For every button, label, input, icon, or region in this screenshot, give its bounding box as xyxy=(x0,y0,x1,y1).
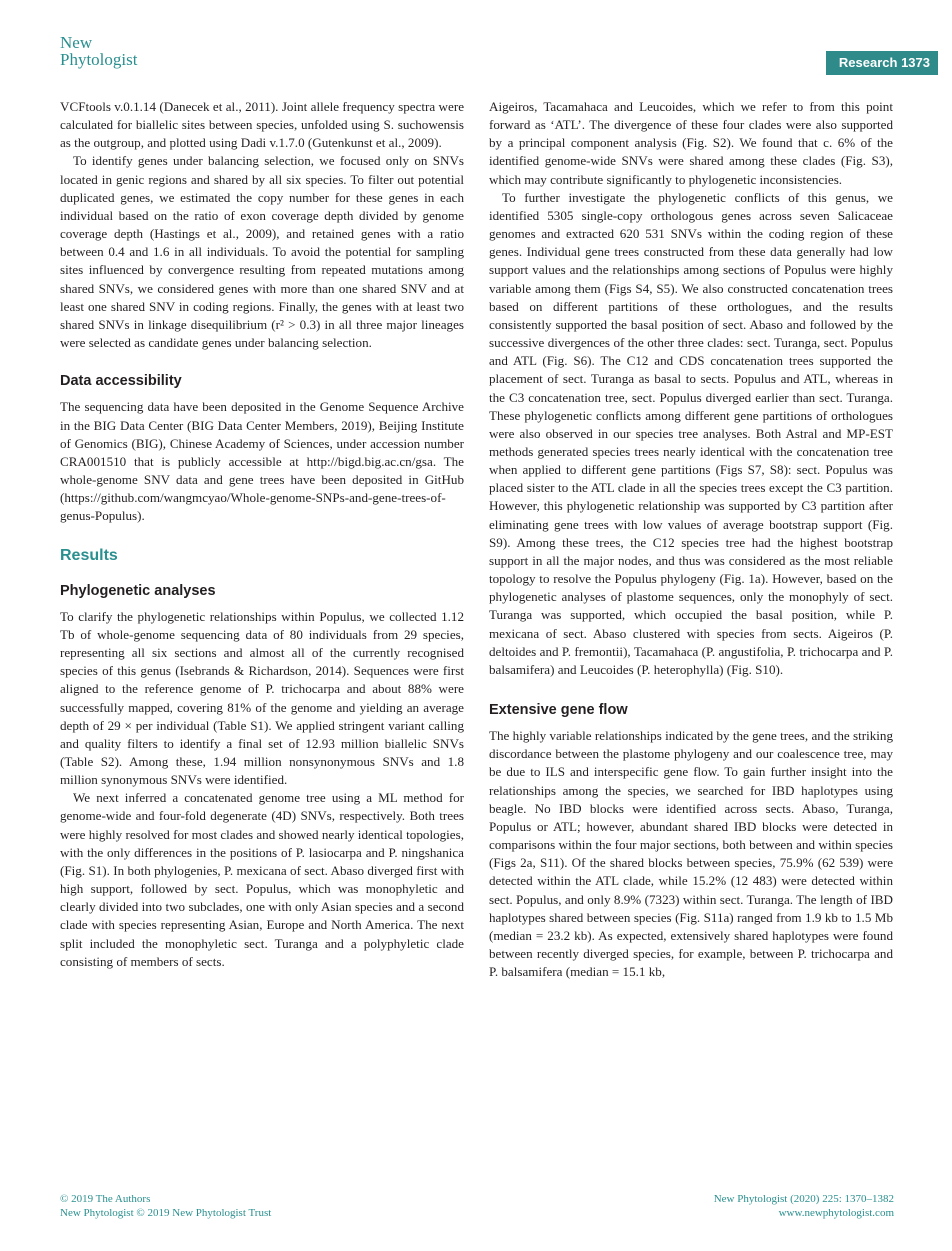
journal-logo-line1: New xyxy=(60,33,93,52)
heading-data-accessibility: Data accessibility xyxy=(60,373,182,390)
footer-website-link[interactable]: www.newphytologist.com xyxy=(778,1207,894,1219)
results-paragraph-1: To clarify the phylogenetic relationships within Populus, we collected 1.12 Tb of whole-genome sequencing data of 80 individuals from 29 species, representing all six sections and almost all of the currently recognised species of this genus (Isebrands & Richardson, 2014). Sequences were first aligned to the reference genome of P. trichocarpa and about 88% were successfully mapped, covering 81% of the genome and yielding an average depth of 29 × per individual (Table S1). We applied stringent variant calling and quality filters to identify a final set of 12.93 million biallelic SNVs (Table S2). Among these, 1.94 million nonsynonymous SNVs and 1.8 million synonymous SNVs were identified. xyxy=(60,608,464,788)
heading-extensive-gene-flow: Extensive gene flow xyxy=(489,702,628,718)
footer-copyright xyxy=(60,1192,271,1220)
data-accessibility-paragraph: The sequencing data have been deposited in the Genome Sequence Archive in the BIG Data Center (BIG Data Center Members, 2019), Beijing Institute of Genomics (BIG), Chinese Academy of Sciences, under accession number CRA001510 that is publicly accessible at http://bigd.big.ac.cn/gsa. The whole-genome SNV data and gene trees have been deposited in GitHub (https://github.com/wangmcyao/Whole-genome-SNPs-and-gene-trees-of-genus-Populus). xyxy=(60,399,464,524)
heading-results: Results xyxy=(60,547,118,565)
footer-citation-text: New Phytologist (2020) 225: 1370–1382 xyxy=(713,1193,894,1205)
heading-phylogenetic-analyses: Phylogenetic analyses xyxy=(60,582,216,599)
footer-citation xyxy=(714,1192,894,1220)
results-paragraph-4: To further investigate the phylogenetic conflicts of this genus, we identified 5305 single-copy orthologous genes across seven Salicaceae genomes and extracted 620 531 SNVs within the coding region of these genes. Individual gene trees constructed from these data generally had low support values and the relationships among sections of Populus were highly variable among them (Figs S4, S5). We also constructed concatenation trees based on different partitions of these orthologues, and the results consistently supported the basal position of sect. Abaso and followed by the successive divergences of the other three clades: sect. Turanga, sect. Populus and ATL (Fig. S6). The C12 and CDS concatenation trees supported the placement of sect. Turanga as basal to sects. Populus and ATL, whereas in the C3 concatenation tree, sect. Populus diverged earlier than sect. Turanga. These phylogenetic conflicts among different gene partitions of orthologues were also observed in our species tree analyses. Both Astral and MP-EST methods generated species trees nearly identical with the concatenation tree when applied to different gene partitions (Figs S7, S8): sect. Populus was placed sister to the ATL clade in all the species trees except the C3 partition. However, this phylogenetic relationship was supported by C3 partition after eliminating gene trees with low values of average bootstrap support (Fig. S9). Among these trees, the C12 species tree had the highest bootstrap support in all the major nodes, and thus was considered as the most reliable topology to resolve the Populus phylogeny (Fig. 1a). However, based on the phylogenetic analyses of plastome sequences, only the monophyly of sect. Turanga was supported, which occupied the basal position, while P. mexicana of sect. Abaso clustered with species from sects. Aigeiros (P. deltoides and P. fremontii), Tacamahaca (P. angustifolia, P. trichocarpa and P. balsamifera) and Leucoides (P. heterophylla) (Fig. S10). xyxy=(489,189,893,677)
methods-paragraph-1: VCFtools v.0.1.14 (Danecek et al., 2011). Joint allele frequency spectra were calculated for biallelic sites between species, unfolded using S. suchowensis as the outgroup, and plotted using Dadi v.1.7.0 (Gutenkunst et al., 2009). xyxy=(60,99,464,151)
journal-logo-line2: Phytologist xyxy=(60,50,138,69)
footer-trust: New Phytologist © 2019 New Phytologist Trust xyxy=(60,1207,272,1219)
results-paragraph-2: We next inferred a concatenated genome tree using a ML method for genome-wide and four-fold degenerate (4D) SNVs, respectively. Both trees were highly resolved for most clades and showed nearly identical topologies, with the only differences in the positions of P. lasiocarpa and P. ningshanica (Fig. S1). In both phylogenies, P. mexicana of sect. Abaso diverged first with high support, followed by sect. Populus, which was monophyletic and clearly divided into two subclades, one with only Asian species and a second clade with species representing Asian, Europe and North America. The next split included the monophyletic sect. Turanga and a polyphyletic clade consisting of members of sects. xyxy=(60,790,464,969)
section-page-badge: Research 1373 xyxy=(826,51,938,75)
footer-authors: © 2019 The Authors xyxy=(60,1193,151,1205)
results-paragraph-3: Aigeiros, Tacamahaca and Leucoides, which we refer to from this point forward as ‘ATL’. The divergence of these four clades were also supported by a principal component analysis (Fig. S2). We found that c. 6% of the identified genome-wide SNVs were shared among these clades (Fig. S3), which may contribute significantly to phylogenetic inconsistencies. xyxy=(489,99,893,187)
gene-flow-paragraph: The highly variable relationships indicated by the gene trees, and the striking discordance between the plastome phylogeny and our coalescence tree, may be due to ILS and interspecific gene flow. To gain further insight into the relationships among the species, we searched for IBD haplotypes using beagle. No IBD blocks were identified across sects. Abaso, Turanga, Populus or ATL; however, abundant shared IBD blocks were detected in comparisons within the four major sections, both between and within species (Figs 2a, S11). Of the shared blocks between species, 75.9% (62 539) were detected within the ATL clade, while 15.2% (12 483) were detected within sect. Populus, and only 8.9% (7323) within sect. Turanga. The length of IBD haplotypes shared between species (Fig. S11a) ranged from 1.9 kb to 1.5 Mb (median = 23.2 kb). As expected, extensively shared haplotypes were found between recently diverged species, for example, between P. trichocarpa and P. balsamifera (median = 15.1 kb, xyxy=(489,728,893,980)
left-column xyxy=(60,98,464,971)
journal-logo xyxy=(60,34,137,68)
methods-paragraph-2: To identify genes under balancing selection, we focused only on SNVs located in genic regions and shared by all six species. To filter out potential duplicated genes, we estimated the copy number for these genes in each individual based on the ratio of exon coverage depth divided by genome coverage depth (Hastings et al., 2009), and retained genes with a ratio between 0.4 and 1.6 in all individuals. To avoid the potential for sampling sites influenced by convergence resulting from repeated mutations among shared SNVs, we considered genes with more than one shared SNV and at least one shared SNV in coding regions. Finally, the genes with at least two shared SNVs in linkage disequilibrium (r² > 0.3) in all three major lineages were selected as candidate genes under balancing selection. xyxy=(60,153,464,351)
right-column xyxy=(489,98,893,981)
